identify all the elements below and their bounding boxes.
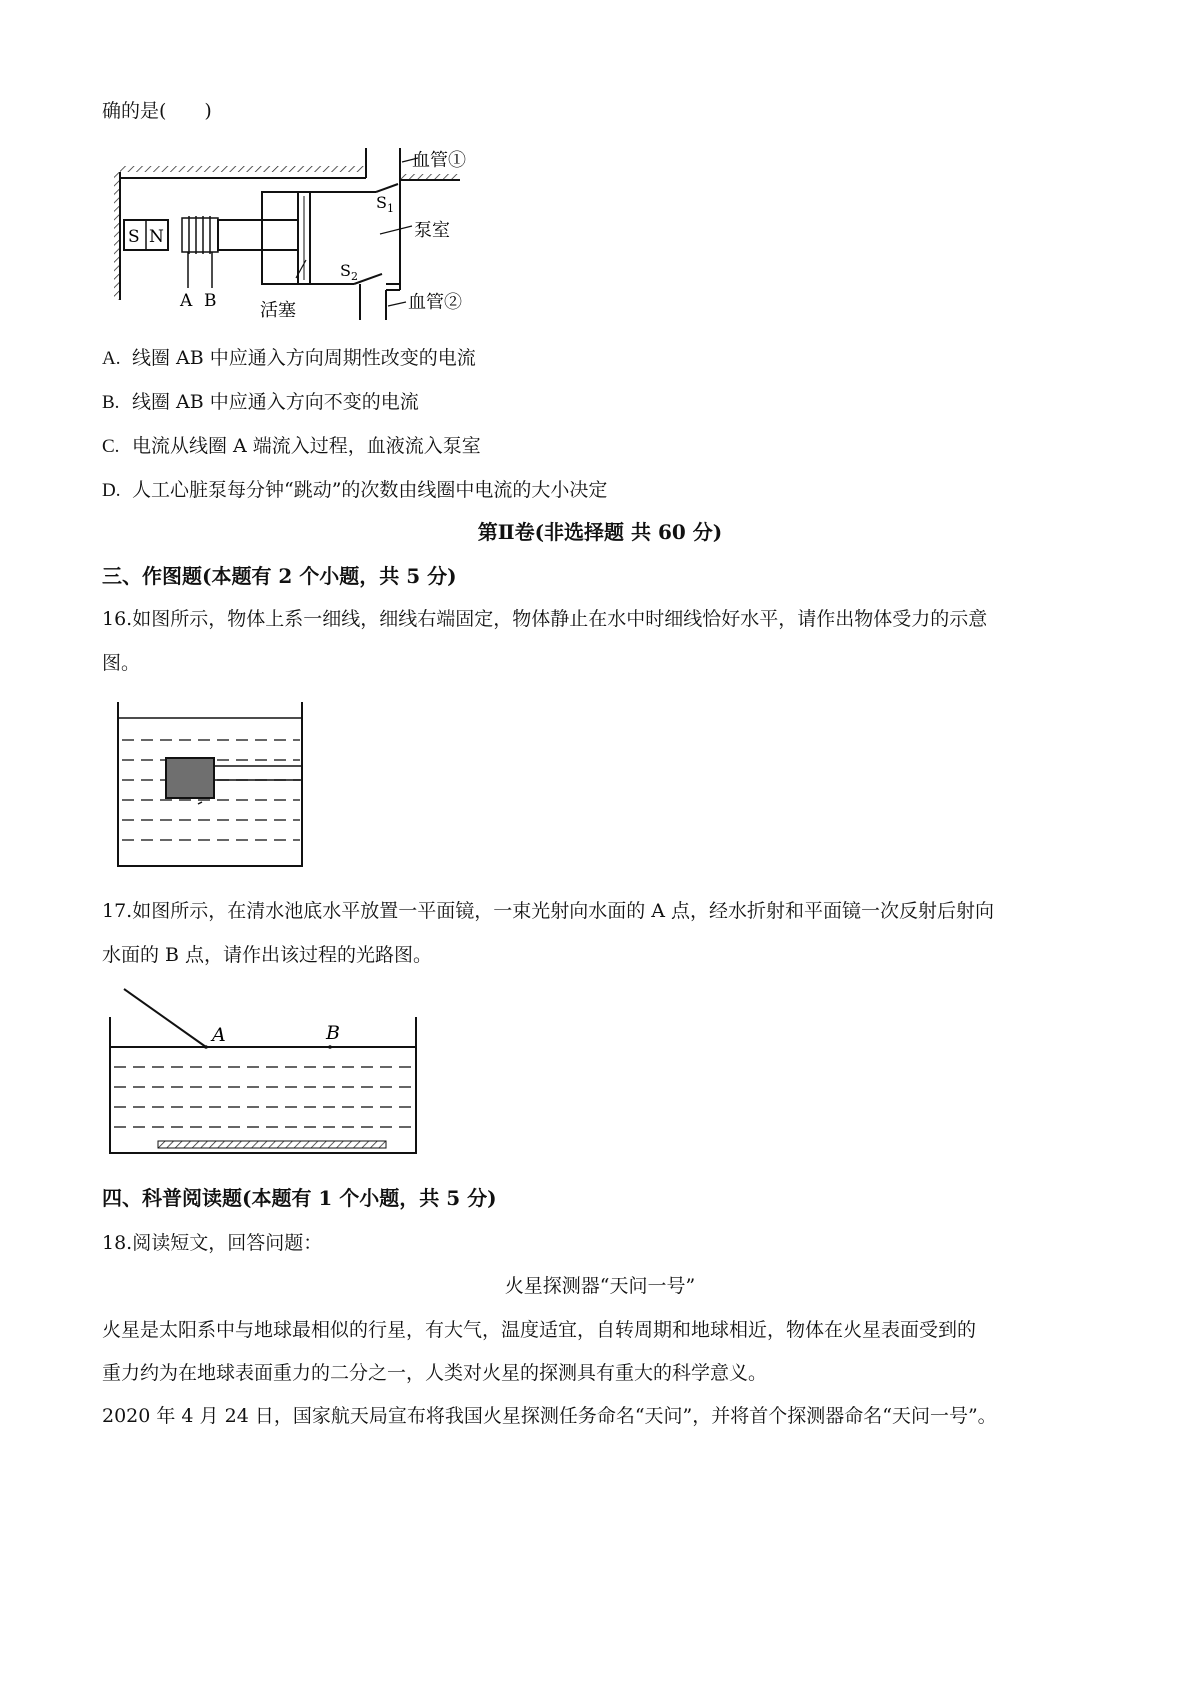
section3-heading: 三、作图题(本题有 2 个小题，共 5 分) xyxy=(102,564,457,588)
option-d-letter: D. xyxy=(102,480,121,501)
vessel2-label: 血管② xyxy=(408,292,462,313)
submerged-object xyxy=(166,758,214,798)
article-title: 火星探测器“天问一号” xyxy=(504,1275,696,1297)
option-d[interactable] xyxy=(102,475,607,502)
option-c-letter: C. xyxy=(102,436,120,457)
article-paragraph2-line1: 2020 年 4 月 24 日，国家航天局宣布将我国火星探测任务命名“天问”，并将首个探测器命名“天问一号”。 xyxy=(102,1405,997,1427)
section4-heading: 四、科普阅读题(本题有 1 个小题，共 5 分) xyxy=(102,1186,497,1210)
pump-chamber-label: 泵室 xyxy=(414,220,450,241)
point-a xyxy=(204,1045,208,1049)
pool-walls xyxy=(110,1017,416,1153)
point-a-label: A xyxy=(212,1024,226,1046)
part2-title: 第Ⅱ卷(非选择题 共 60 分) xyxy=(477,520,723,544)
point-b-label: B xyxy=(326,1022,340,1044)
valve-s2 xyxy=(354,274,382,284)
option-b-letter: B. xyxy=(102,392,120,413)
point-b xyxy=(328,1045,332,1049)
incident-light-ray xyxy=(124,989,206,1047)
water-tank-figure xyxy=(110,700,310,870)
option-c-text: 电流从线圈 A 端流入过程，血液流入泵室 xyxy=(132,435,481,457)
plane-mirror xyxy=(158,1141,386,1148)
q16-line2: 图。 xyxy=(102,652,141,674)
valve-s1 xyxy=(376,184,398,192)
q17-line2: 水面的 B 点，请作出该过程的光路图。 xyxy=(102,944,433,966)
article-paragraph1-line1: 火星是太阳系中与地球最相似的行星，有大气，温度适宜，自转周期和地球相近，物体在火星表面受到的 xyxy=(102,1319,977,1341)
piston-rod xyxy=(218,220,298,250)
q17-line1: 17.如图所示，在清水池底水平放置一平面镜，一束光射向水面的 A 点，经水折射和平面镜一次反射后射向 xyxy=(102,900,995,922)
option-b[interactable] xyxy=(102,387,419,414)
article-paragraph1-line2: 重力约为在地球表面重力的二分之一，人类对火星的探测具有重大的科学意义。 xyxy=(102,1362,768,1384)
pool-mirror-figure xyxy=(100,985,430,1157)
option-d-text: 人工心脏泵每分钟“跳动”的次数由线圈中电流的大小决定 xyxy=(132,479,608,501)
magnet-n-label: N xyxy=(149,227,164,247)
option-a-letter: A. xyxy=(102,348,121,369)
valve-s2-label: $S_2$ xyxy=(340,261,358,283)
option-a[interactable] xyxy=(102,343,476,370)
option-b-text: 线圈 AB 中应通入方向不变的电流 xyxy=(132,391,419,413)
top-wall-hatch xyxy=(120,166,366,172)
artificial-heart-pump-figure xyxy=(100,140,520,325)
option-a-text: 线圈 AB 中应通入方向周期性改变的电流 xyxy=(132,347,476,369)
option-c[interactable] xyxy=(102,431,481,458)
vessel1-label: 血管① xyxy=(412,150,466,171)
magnet-s-label: S xyxy=(128,227,140,247)
question-tail-text: 确的是( ) xyxy=(102,100,212,122)
valve-s1-label: $S_1$ xyxy=(376,193,394,215)
coil xyxy=(182,218,218,252)
pool-water-dashes xyxy=(114,1067,414,1127)
q18-intro: 18.阅读短文，回答问题： xyxy=(102,1232,323,1254)
q16-line1: 16.如图所示，物体上系一细线，细线右端固定，物体静止在水中时细线恰好水平，请作出物体受力的示意 xyxy=(102,608,988,630)
piston-label: 活塞 xyxy=(260,300,296,321)
coil-b-label: B xyxy=(204,291,217,311)
coil-a-label: A xyxy=(180,291,193,311)
